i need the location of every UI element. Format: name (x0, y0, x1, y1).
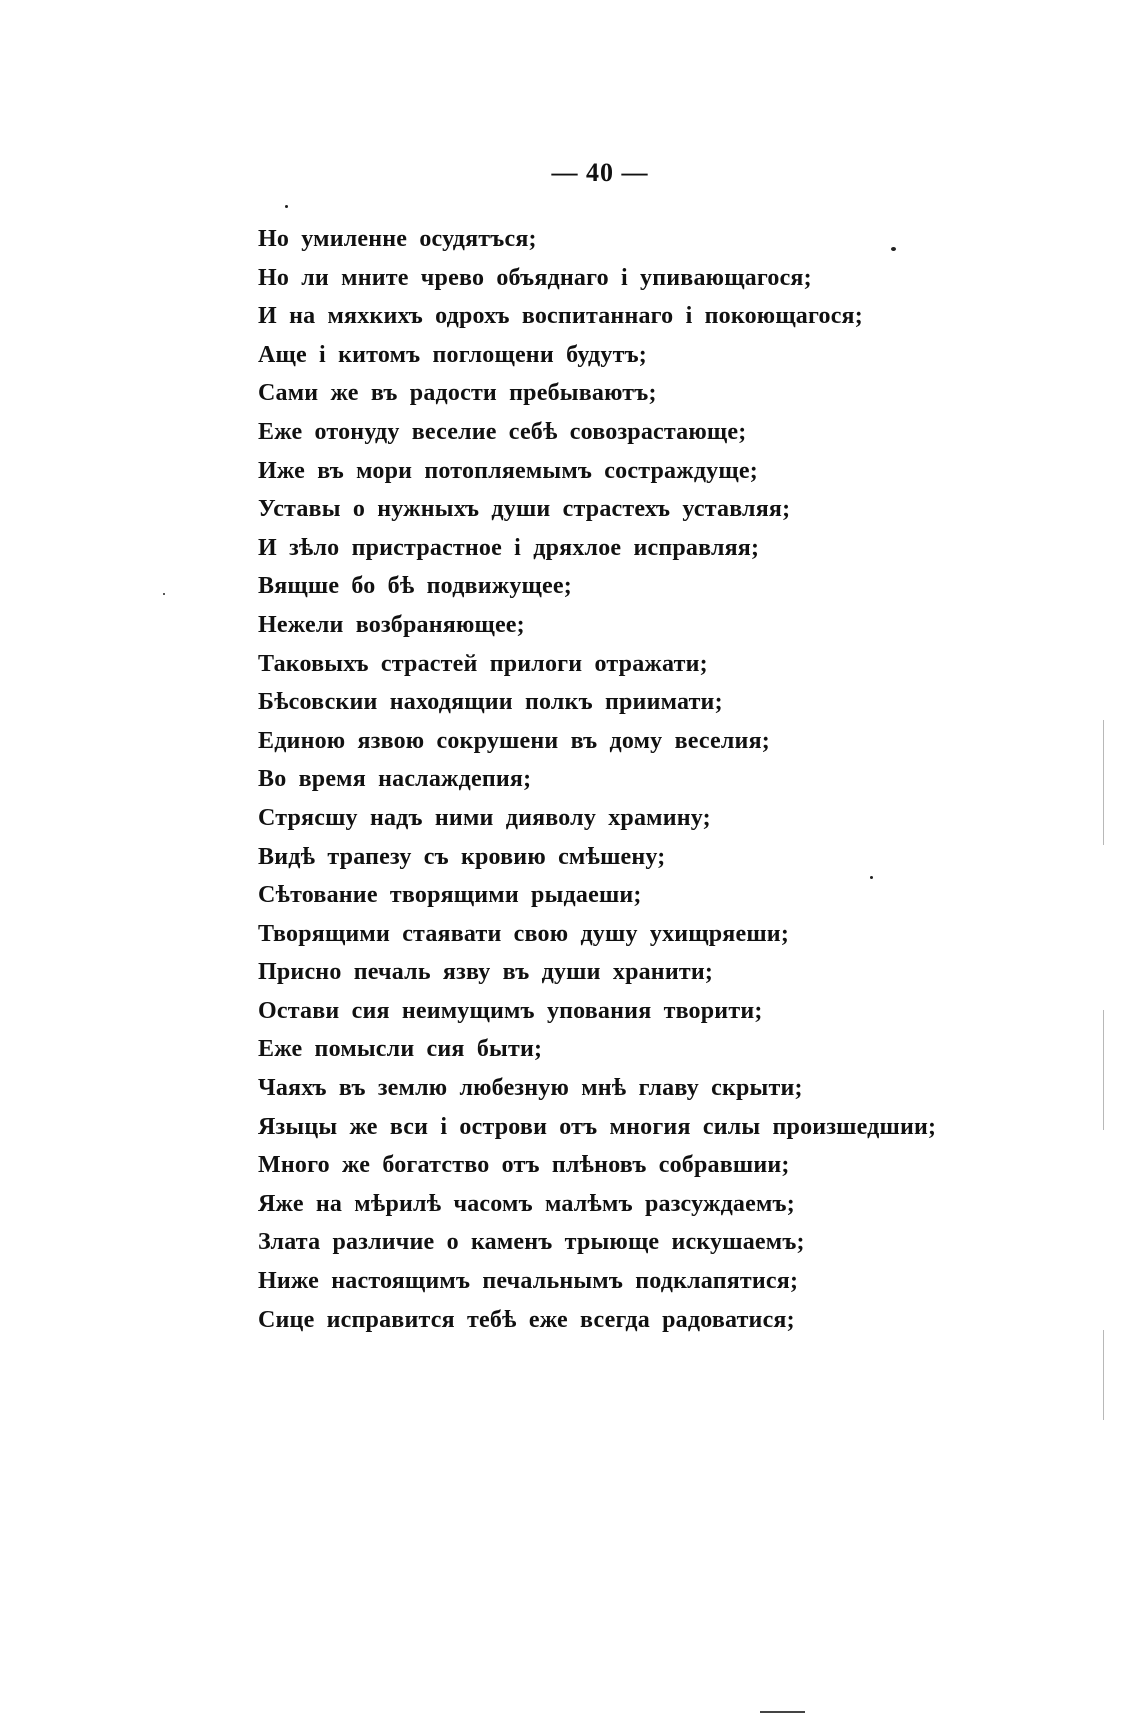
verse-line: Сице исправится тебѣ еже всегда радоватися; (258, 1306, 795, 1333)
verse-line: Вящше бо бѣ подвижущее; (258, 573, 572, 600)
verse-line: Яже на мѣрилѣ часомъ малѣмъ разсуждаемъ; (258, 1190, 795, 1217)
ink-speck (163, 593, 165, 595)
verse-line: Еже помысли сия быти; (258, 1036, 543, 1063)
verse-line: Ниже настоящимъ печальнымъ подклапятися; (258, 1268, 799, 1295)
ink-speck (870, 876, 873, 879)
page-number: — 40 — (551, 158, 649, 187)
verse-line: И зѣло пристрастное і дряхлое исправляя; (258, 534, 760, 561)
scan-edge-line (1103, 1010, 1104, 1130)
verse-line: Единою язвою сокрушени въ дому веселия; (258, 727, 770, 754)
verse-line: Таковыхъ страстей прилоги отражати; (258, 650, 708, 677)
ink-speck (891, 247, 896, 251)
verse-line: Присно печаль язву въ души хранити; (258, 959, 714, 986)
verse-line: Злата различие о каменъ трыюще искушаемъ; (258, 1229, 805, 1256)
verse-line: Еже отонуду веселие себѣ совозрастающе; (258, 418, 747, 445)
verse-line: Во время наслаждепия; (258, 766, 532, 793)
verse-line: Сами же въ радости пребываютъ; (258, 380, 657, 407)
verse-line: Но ли мните чрево объяднаго і упивающагося; (258, 264, 812, 291)
verse-line: Много же богатство отъ плѣновъ собравшии; (258, 1152, 790, 1179)
verse-line: Но умиленне осудятъся; (258, 226, 537, 252)
verse-text (258, 220, 936, 1339)
verse-line: Аще і китомъ поглощени будутъ; (258, 341, 647, 368)
scan-edge-line (1103, 720, 1104, 845)
verse-line: Уставы о нужныхъ души страстехъ уставляя; (258, 496, 791, 523)
ink-speck (285, 205, 288, 208)
verse-line: Бѣсовскии находящии полкъ приимати; (258, 689, 723, 716)
scan-edge-line (1103, 1330, 1104, 1420)
verse-line: Чаяхъ въ землю любезную мнѣ главу скрыти; (258, 1075, 803, 1102)
verse-line: Остави сия неимущимъ упования творити; (258, 997, 763, 1024)
verse-line: Иже въ мори потопляемымъ сострaждуще; (258, 457, 758, 484)
verse-line: И на мяхкихъ одрохъ воспитаннаго і покоющагося; (258, 303, 863, 330)
verse-line: Сѣтование творящими рыдаеши; (258, 882, 642, 909)
verse-line: Языцы же вси і острови отъ многия силы произшедшии; (258, 1113, 937, 1140)
verse-line: Видѣ трапезу съ кровию смѣшену; (258, 843, 666, 870)
verse-line: Стрясшу надъ ними дияволу храмину; (258, 804, 711, 831)
verse-line: Нежели возбраняющее; (258, 611, 525, 638)
scan-edge-mark (760, 1711, 805, 1713)
verse-line: Творящими стаявати свою душу ухищряеши; (258, 920, 790, 947)
